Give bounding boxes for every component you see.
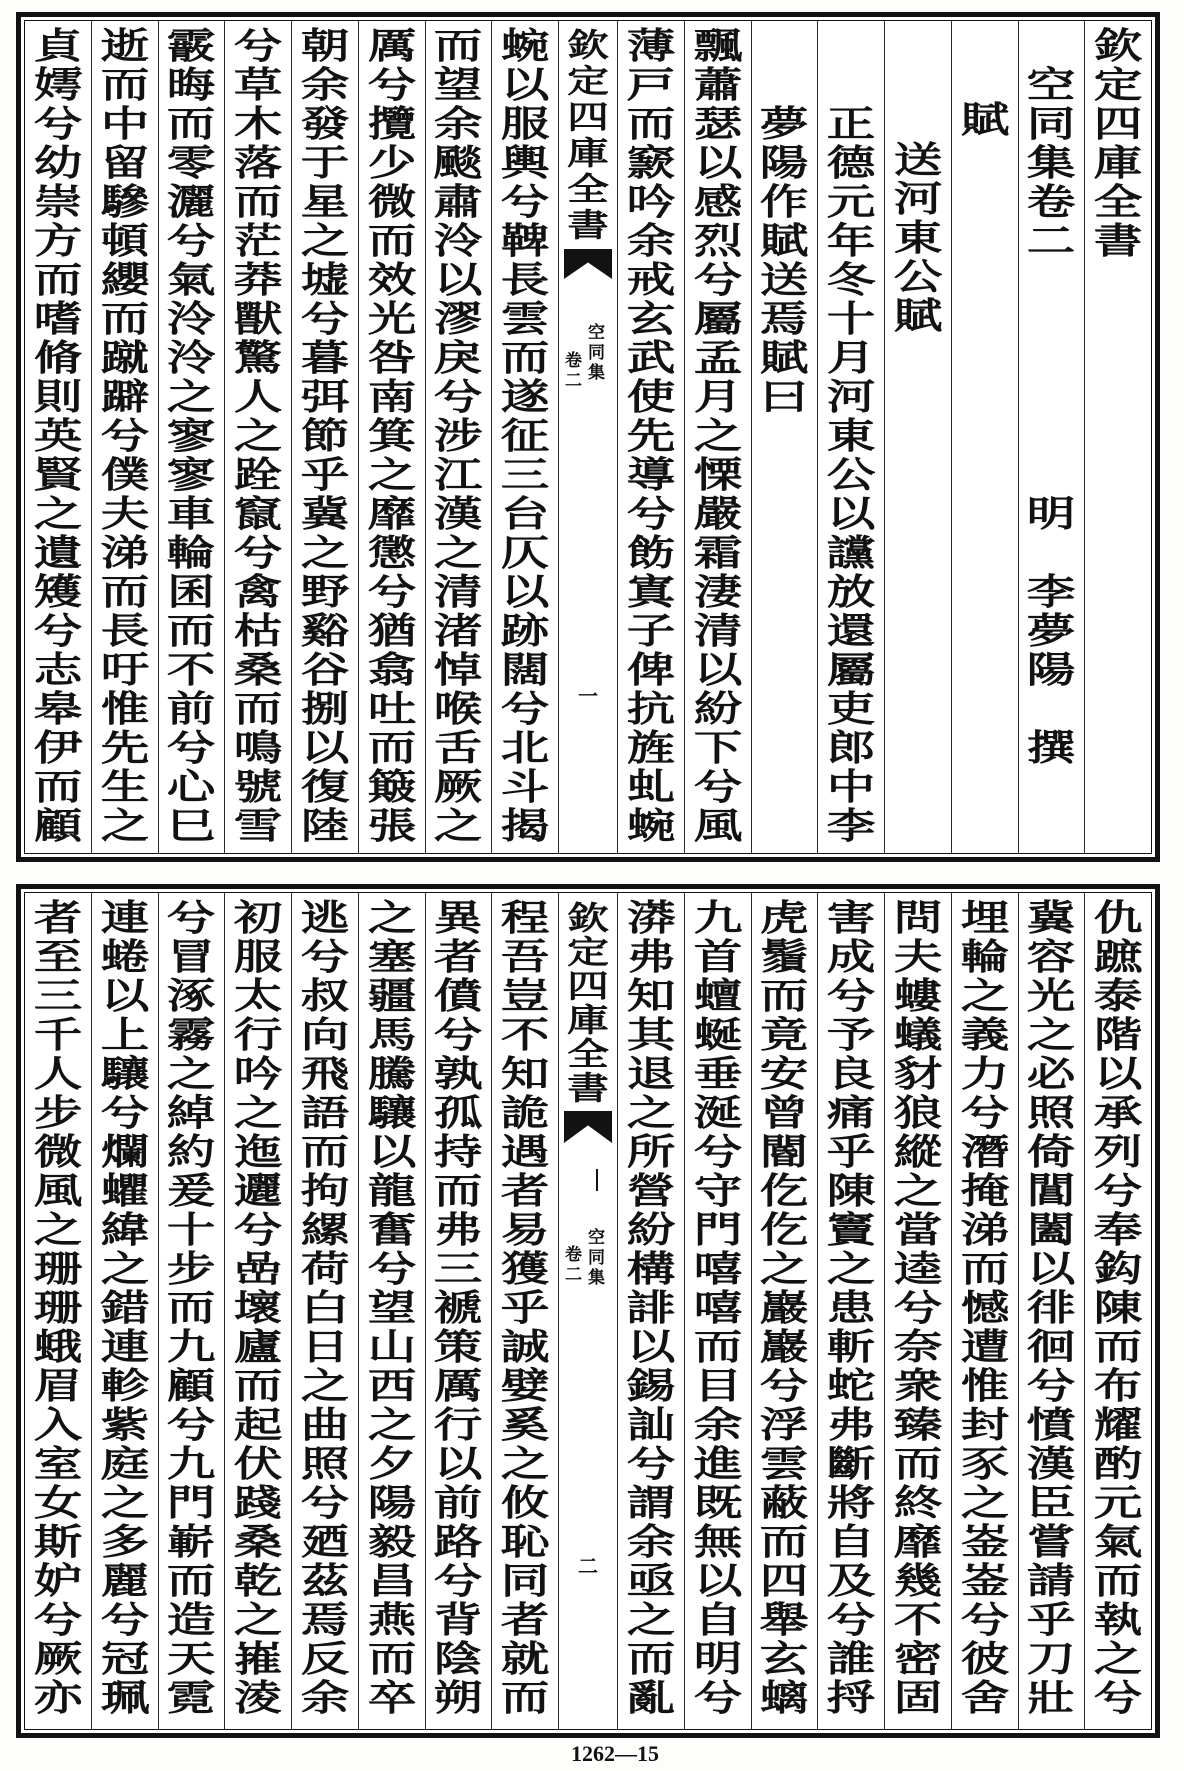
center-fold: [558, 21, 617, 853]
text-column: [425, 21, 492, 853]
fold-volume: 卷二: [565, 1245, 582, 1285]
column-text: 連蜷以上驤兮爛蠷緯之錯連軫紫庭之多麗兮冠珮: [100, 897, 149, 1719]
library-header: 欽定四庫全書: [1093, 25, 1143, 262]
text-column: [158, 21, 225, 853]
header-column: [1084, 21, 1151, 853]
fold-book-title: 空同集: [588, 323, 605, 383]
fold-book-title: 空同集: [588, 1228, 605, 1288]
column-text: 厲兮攬少微而效光咎南箕之靡懲兮猶翕吐而簸張: [367, 25, 416, 847]
column-text: 兮冒涿霧之綽約爰十步而九顧兮九門嶄而造天霓: [167, 897, 216, 1719]
text-column: [425, 893, 492, 1729]
fold-volume: 卷二: [565, 351, 582, 391]
text-column: [25, 893, 91, 1729]
text-column: [358, 893, 425, 1729]
author-name: 李夢陽: [1027, 571, 1076, 691]
category-column: [951, 21, 1018, 853]
column-text: 逃兮叔向飛語而拘縲荷白日之曲照兮廼茲焉反余: [300, 897, 350, 1719]
preface-text: 夢陽作賦送焉賦曰: [760, 103, 809, 418]
column-text: 仇蹠泰階以承列兮奉鈎陳而布耀酌元氣而執之兮: [1093, 897, 1143, 1719]
column-text: 朝余發于星之墟兮暮弭節乎冀之野谿谷捌以復陸: [300, 25, 350, 847]
column-text: 虎鬚而竟安曾閽仡仡之巖巖兮浮雲蔽而四舉玄螭: [760, 897, 809, 1719]
text-column: [91, 893, 158, 1729]
book-volume-column: [1018, 21, 1085, 853]
fold-page-number: 二: [578, 1554, 598, 1578]
column-text: 霰晦而零灑兮氣泠泠之寥寥車輪囷而不前兮心巳: [167, 25, 216, 847]
preface-text: 正德元年冬十月河東公以讜放還屬吏郎中李: [826, 103, 876, 847]
text-column: [617, 893, 684, 1729]
fold-header: 欽定四庫全書: [567, 899, 609, 1107]
text-column: [491, 893, 558, 1729]
preface-column: [751, 21, 818, 853]
text-column: [158, 893, 225, 1729]
fold-header: 欽定四庫全書: [567, 26, 609, 244]
text-column: [684, 21, 751, 853]
column-text: 而望余颷肅泠以漻戾兮涉江漢之清渚悼喉舌厥之: [434, 25, 483, 847]
column-text: 程吾豈不知詭遇者易獲乎誠嬖奚之攸恥同者就而: [500, 897, 550, 1719]
column-text: 兮草木落而茫莽獸驚人之跧竄兮禽枯桑而鳴號雪: [233, 25, 283, 847]
center-fold: [558, 893, 617, 1729]
text-column: [617, 21, 684, 853]
piece-title: 送河東公賦: [893, 139, 943, 337]
title-column: [884, 21, 951, 853]
text-column: [884, 893, 951, 1729]
column-text: 蜿以服輿兮鞞長雲而遂征三台仄以跡闊兮北斗揭: [500, 25, 550, 847]
column-text: 貞嫮兮幼崇方而嗜脩則英賢之遺矱兮志皋伊而顧: [33, 25, 83, 847]
text-column: [817, 893, 884, 1729]
book-volume-title: 空同集卷二: [1027, 64, 1076, 262]
text-column: [1018, 893, 1085, 1729]
column-text: 漭弗知其退之所營紛構誹以錫訕兮謂余亟之而亂: [626, 897, 676, 1719]
column-text: 之塞疆馬騰驤以龍奮兮望山西之夕陽毅昌燕而卒: [367, 897, 416, 1719]
author-dynasty: 明: [1027, 493, 1076, 535]
text-column: [491, 21, 558, 853]
page-panel-top: [16, 12, 1160, 862]
text-column: [91, 21, 158, 853]
genre-heading: 賦: [960, 99, 1009, 141]
text-column: [951, 893, 1018, 1729]
fold-page-number: 一: [578, 684, 598, 708]
page-panel-bottom: [16, 884, 1160, 1738]
column-text: 薄戸而窾吟余戒玄武使先導兮飭寘子俾抗旌虬蜿: [626, 25, 676, 847]
fishtail-ornament: [564, 249, 612, 279]
text-column: [358, 21, 425, 853]
text-column: [25, 21, 91, 853]
column-text: 害成兮予良痛乎陳竇之患斬蛇弗斷將自及兮誰捋: [826, 897, 876, 1719]
fishtail-ornament: [564, 1111, 612, 1143]
column-text: 異者僨兮孰孤持而弗三褫策厲行以前路兮背陰朔: [434, 897, 483, 1719]
panel-inner-frame: [24, 892, 1152, 1730]
column-text: 九首蟺蜒垂涎兮守門嘻嘻而目余進既無以自明兮: [693, 897, 742, 1719]
page-footer-number: 1262—15: [571, 1741, 659, 1766]
author-role: 撰: [1027, 727, 1076, 769]
text-column: [224, 21, 291, 853]
text-column: [684, 893, 751, 1729]
fold-rule-mark: [596, 1169, 598, 1191]
column-text: 埋輪之義力兮潛掩涕而憾遭惟封豕之崟崟兮彼舍: [960, 897, 1009, 1719]
column-text: 問夫螻蟻豺狼縱之當逵兮奈衆臻而終靡幾不密固: [893, 897, 943, 1719]
panel-inner-frame: [24, 20, 1152, 854]
column-text: 冀容光之必照倚閶闔以徘徊兮憤漢臣嘗請乎刀壯: [1027, 897, 1076, 1719]
text-column: [291, 893, 358, 1729]
column-text: 者至三千人步微風之珊珊蛾眉入室女斯妒兮厥亦: [33, 897, 83, 1719]
column-text: 初服太行吟之迤邐兮嵒壞廬而起伏踐桑乾之嶊淩: [233, 897, 283, 1719]
text-column: [1084, 893, 1151, 1729]
column-text: 飄蕭瑟以感烈兮屬孟月之慄嚴霜淒清以紛下兮風: [693, 25, 742, 847]
column-text: 逝而中留驂頓纓而蹴躃兮僕夫涕而長吁惟先生之: [100, 25, 149, 847]
preface-column: [817, 21, 884, 853]
text-column: [291, 21, 358, 853]
text-column: [751, 893, 818, 1729]
text-column: [224, 893, 291, 1729]
